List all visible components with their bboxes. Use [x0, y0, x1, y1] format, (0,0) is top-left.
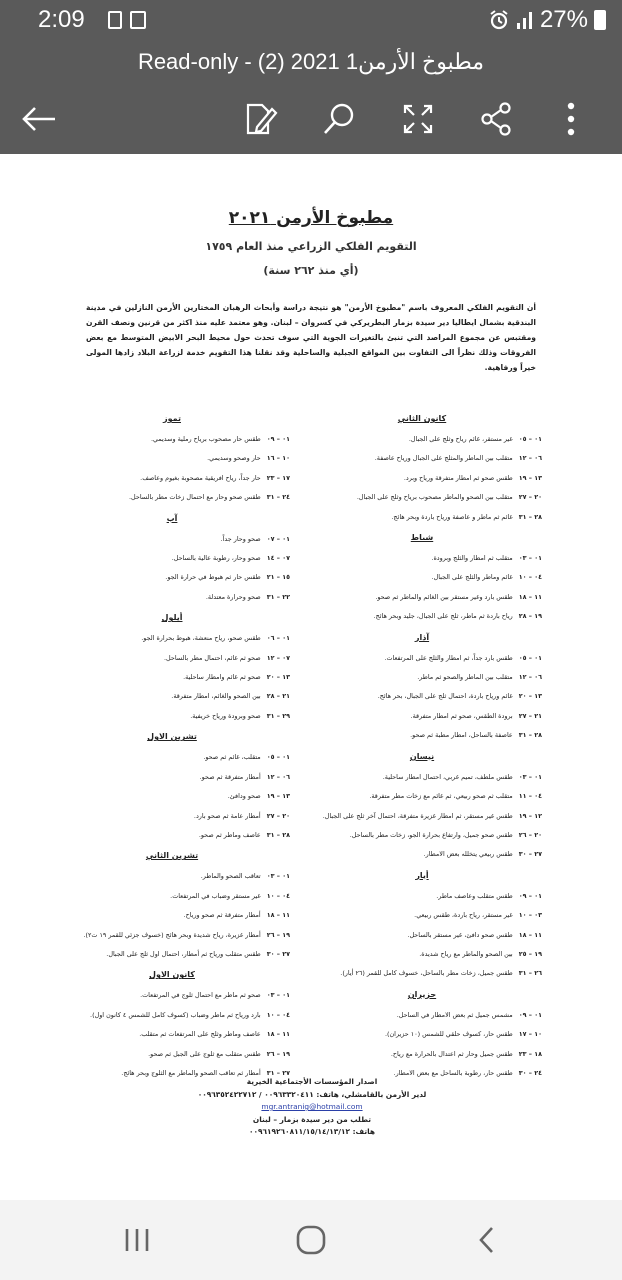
forecast-text: متقلب، غائم ثم صحو. [203, 753, 261, 762]
forecast-row [54, 945, 290, 964]
battery-icon [594, 10, 606, 30]
date-range: ١٩ – ٢٦ [266, 930, 290, 939]
doc-footer [162, 1076, 462, 1139]
footer-line: تطلب من دير سيدة بزمار – لبنان [252, 1114, 372, 1124]
date-range: ٢٠ – ٢٦ [518, 830, 542, 839]
date-range: ١٧ – ٢٣ [266, 473, 290, 482]
forecast-row [54, 1045, 290, 1064]
forecast-text: مشمس جميل ثم بعض الامطار في الساحل. [396, 1010, 513, 1019]
forecast-text: طقس صحو ثم امطار متفرقة ورياح وبرد. [403, 473, 513, 482]
forecast-text: طقس متقلب مع ثلوج على الجبل ثم صحو. [148, 1049, 261, 1058]
back-arrow-icon[interactable] [16, 96, 62, 142]
forecast-row [54, 926, 290, 945]
doc-intro: أن التقويم الفلكي المعروف باسم "مطبوخ الأرمن" هو نتيجة دراسة وأبحاث الرهبان المختارين الأرمن النازلين في مدينة البندقية بشمال ايطاليا دير سيدة بزمار البطريركي في كسروان – لبنان. وهو معتمد عليه منذ اكثر من قرنين ونصف القرن ومقتبس عن مجموع المراصد التي تنبئ بالتغيرات الجوية التي سوف تحدث حول محيط البحر الابيض المتوسط مع بعض الفروقات وذلك نظراً الى التفاوت بين المواقع الجبلية والساحلية وقد نقلنا هذا التقويم خدمة لزراعة البلاد زادها المولى خيراً ورفاهية. [86, 303, 536, 372]
forecast-text: متقلب بين الماطر والصحو ثم ماطر. [417, 673, 513, 682]
toolbar [0, 82, 622, 154]
navigation-bar [0, 1200, 622, 1280]
forecast-text: صحو ثم ماطر مع احتمال ثلوج في المرتفعات. [140, 991, 261, 1000]
date-range: ٢٤ – ٣٠ [518, 1068, 542, 1077]
forecast-row [54, 707, 290, 726]
date-range: ١٩ – ٢٥ [518, 949, 542, 958]
date-range: ٢١ – ٢٧ [518, 711, 542, 720]
date-range: ٠١ – ٠٥ [518, 435, 542, 443]
forecast-text: طقس صحو دافئ، غير مستقر بالساحل. [407, 930, 513, 939]
date-range: ٠١ – ٠٧ [266, 534, 290, 543]
date-range: ٠١ – ٠٩ [266, 435, 290, 443]
forecast-row [54, 768, 290, 787]
forecast-text: أمطار غزيرة، رياح شديدة وبحر هائج (خسوف جزئي للقمر ١٩ ت٢). [83, 930, 261, 939]
forecast-row [302, 707, 542, 726]
forecast-row [54, 449, 290, 468]
status-time: 2:09 [38, 6, 85, 33]
forecast-text: عاصف وماطر وثلج على المرتفعات ثم متقلب. [139, 1030, 261, 1039]
date-range: ٢١ – ٢٨ [266, 692, 290, 701]
date-range: ١٣ – ١٩ [266, 792, 290, 801]
forecast-row [54, 748, 290, 767]
forecast-row [54, 530, 290, 549]
date-range: ٠١ – ٠٩ [518, 1010, 542, 1019]
date-range: ٢٨ – ٣١ [518, 731, 542, 740]
date-range: ١٥ – ٢١ [266, 573, 290, 582]
status-bar [0, 0, 622, 42]
signal-icon [516, 10, 534, 30]
date-range: ٠١ – ٠٣ [266, 991, 290, 1000]
forecast-text: غير مستقر، غائم رياح وثلج على الجبال. [408, 435, 513, 443]
date-range: ٠١ – ٠٩ [518, 891, 542, 900]
forecast-text: عاصفة بالساحل، امطار مطبة ثم صحو. [410, 731, 513, 740]
date-range: ١١ – ١٨ [266, 1030, 290, 1039]
forecast-row [302, 768, 542, 787]
forecast-text: صحو وحرارة معتدلة. [205, 592, 261, 601]
forecast-row [54, 787, 290, 806]
date-range: ٢٨ – ٣١ [266, 830, 290, 839]
forecast-row [302, 649, 542, 668]
forecast-text: عاصف وماطر ثم صحو. [198, 830, 261, 839]
date-range: ٢٧ – ٣١ [266, 1068, 290, 1077]
month-heading: آذار [414, 632, 430, 642]
forecast-text: غير مستقر وضباب في المرتفعات. [170, 891, 261, 900]
doc-subtitle: التقويم الفلكي الزراعي منذ العام ١٧٥٩ [205, 240, 417, 253]
fullscreen-icon[interactable] [395, 96, 441, 142]
forecast-text: غائم ورياح باردة، احتمال ثلج على الجبال، بحر هائج. [377, 692, 513, 701]
forecast-row [302, 1006, 542, 1025]
forecast-row [302, 787, 542, 806]
forecast-text: أمطار ثم تعاقب الصحو والماطر مع الثلوج وبحر هائج. [121, 1068, 261, 1077]
forecast-text: بين الصحو والماطر مع رياح شديدة. [419, 949, 513, 958]
edit-icon[interactable] [238, 96, 284, 142]
forecast-row [302, 588, 542, 607]
forecast-text: غير مستقر، رياح باردة، طقس ربيعي. [414, 911, 513, 920]
footer-line: اصدار المؤسسات الأجتماعية الخيرية [246, 1077, 378, 1086]
date-range: ٠٤ – ١١ [518, 792, 542, 801]
forecast-row [302, 687, 542, 706]
forecast-text: طقس حار ثم هبوط في حرارة الجو. [165, 573, 261, 582]
forecast-row [302, 508, 542, 527]
document-page[interactable] [0, 154, 622, 1200]
forecast-text: متقلب بين الماطر والمثلج على الجبال ورياح عاصفة. [374, 454, 513, 463]
forecast-row [54, 469, 290, 488]
forecast-row [302, 726, 542, 745]
forecast-row [302, 568, 542, 587]
forecast-row [302, 926, 542, 945]
date-range: ٠١ – ٠٥ [266, 753, 290, 762]
date-range: ٠٤ – ١٠ [266, 1010, 290, 1019]
date-range: ٢٧ – ٣٠ [266, 949, 290, 958]
date-range: ٠٤ – ١٠ [518, 573, 542, 582]
forecast-text: أمطار متفرقة ثم صحو. [199, 772, 261, 781]
forecast-row [54, 867, 290, 886]
forecast-row [302, 488, 542, 507]
date-range: ٢٠ – ٢٧ [518, 493, 542, 502]
forecast-row [302, 964, 542, 983]
date-range: ١٩ – ٢٨ [518, 612, 542, 621]
forecast-row [302, 1045, 542, 1064]
forecast-text: حار جداً، رياح افريقية مصحوبة بغيوم وعاصف. [140, 473, 261, 482]
month-heading: تشرين الثاني [145, 851, 199, 861]
month-heading: آب [166, 513, 178, 523]
forecast-text: أمطار متفرقة ثم صحو ورياح. [183, 911, 261, 920]
month-heading: تموز [163, 414, 181, 423]
date-range: ١٨ – ٢٣ [518, 1049, 542, 1058]
forecast-row [54, 668, 290, 687]
notification-icon [130, 11, 146, 29]
date-range: ٢٠ – ٢٧ [266, 811, 290, 820]
forecast-row [302, 469, 542, 488]
forecast-text: طقس صحو، رياح منعشة، هبوط بحرارة الجو. [141, 634, 261, 643]
notification-icon [108, 11, 122, 29]
forecast-text: طقس جميل، زخات مطر بالساحل، خسوف كامل للقمر (٢٦ أيار). [340, 969, 513, 978]
forecast-text: صحو وحار جداً. [220, 534, 261, 543]
back-nav-icon[interactable] [462, 1218, 512, 1262]
status-right [488, 6, 606, 34]
date-range: ١٣ – ١٩ [518, 473, 542, 482]
forecast-row [302, 826, 542, 845]
month-heading: نيسان [409, 751, 435, 761]
forecast-row [54, 549, 290, 568]
recent-apps-icon[interactable] [112, 1218, 162, 1262]
forecast-row [54, 887, 290, 906]
forecast-text: غائم وماطر والثلج على الجبال. [431, 573, 513, 582]
forecast-text: طقس متقلب وعاصف ماطر. [436, 891, 513, 900]
forecast-text: طقس متقلب ورياح ثم أمطار، احتمال اول ثلج على الجبال. [106, 949, 261, 958]
forecast-row [54, 826, 290, 845]
date-range: ١١ – ١٨ [266, 911, 290, 920]
forecast-row [302, 430, 542, 449]
document-content [0, 154, 622, 1200]
doc-subtitle-years: (أي منذ ٢٦٢ سنة) [263, 264, 359, 277]
date-range: ٠٣ – ١٠ [518, 911, 542, 920]
forecast-text: طقس غير مستقر، ثم امطار غزيرة متفرقة، احتمال آخر ثلج على الجبال. [322, 811, 513, 820]
forecast-text: متقلب ثم امطار والثلج وبرودة. [431, 554, 513, 563]
forecast-text: طقس حار، كسوف حلقي للشمس (١٠ حزيران). [384, 1030, 513, 1039]
forecast-text: طقس صحو جميل، وارتفاع بحرارة الجو، زخات مطر بالساحل. [349, 830, 513, 839]
forecast-row [302, 607, 542, 626]
forecast-row [54, 629, 290, 648]
date-range: ١١ – ١٨ [518, 930, 542, 939]
date-range: ١١ – ١٨ [518, 592, 542, 601]
forecast-text: طقس حار مصحوب برياح رملية وسديمي. [150, 435, 261, 443]
forecast-row [302, 449, 542, 468]
date-range: ٠٦ – ١٢ [518, 673, 542, 682]
forecast-text: طقس صحو وحار مع احتمال زخات مطر بالساحل. [129, 493, 261, 502]
forecast-row [54, 687, 290, 706]
month-heading: كانون الثاني [397, 414, 447, 423]
month-heading: كانون الاول [149, 970, 195, 980]
forecast-text: تعاقب الصحو والماطر. [200, 872, 261, 881]
forecast-row [54, 588, 290, 607]
date-range: ١٩ – ٢٦ [266, 1049, 290, 1058]
forecast-row [302, 945, 542, 964]
date-range: ٢٤ – ٣١ [266, 493, 290, 502]
forecast-row [54, 1025, 290, 1044]
date-range: ١٠ – ١٦ [266, 454, 290, 463]
month-heading: شباط [410, 533, 434, 543]
battery-percent: 27% [539, 6, 588, 33]
month-heading: أيار [415, 870, 429, 880]
more-icon[interactable] [556, 96, 586, 142]
forecast-text: رياح باردة ثم ماطر، ثلج على الجبال، جليد وبحر هائج. [373, 612, 513, 621]
date-range: ٢٩ – ٣١ [266, 711, 290, 720]
date-range: ٠٦ – ١٢ [266, 772, 290, 781]
months-column-left [54, 408, 290, 1083]
date-range: ١٠ – ١٧ [518, 1030, 542, 1039]
date-range: ٠١ – ٠٥ [518, 653, 542, 662]
date-range: ٠١ – ٠٣ [518, 554, 542, 563]
date-range: ٠١ – ٠٦ [266, 634, 290, 643]
forecast-row [54, 568, 290, 587]
forecast-row [54, 986, 290, 1005]
alarm-icon [488, 9, 510, 31]
date-range: ١٢ – ١٩ [518, 811, 542, 820]
date-range: ٢٦ – ٣١ [518, 969, 542, 978]
search-icon[interactable] [316, 96, 362, 142]
forecast-row [302, 668, 542, 687]
forecast-row [54, 807, 290, 826]
date-range: ٠١ – ٠٣ [266, 872, 290, 881]
forecast-text: صحو وحار، رطوبة عالية بالساحل. [171, 554, 261, 563]
months-column-right [302, 408, 542, 1083]
date-range: ٢٨ – ٣١ [518, 512, 542, 521]
forecast-text: طقس حار، رطوبة بالساحل مع بعض الامطار. [393, 1068, 513, 1077]
forecast-row [302, 549, 542, 568]
forecast-text: بين الصحو والغائم، امطار متفرقة. [171, 692, 261, 701]
date-range: ٠٤ – ١٠ [266, 891, 290, 900]
forecast-text: صحو ثم غائم، احتمال مطر بالساحل. [164, 653, 261, 662]
forecast-text: طقس جميل وحار ثم اعتدال بالحرارة مع رياح. [390, 1049, 513, 1058]
forecast-text: صحو وبرودة ورياح خريفية. [190, 711, 261, 720]
forecast-text: صحو ثم غائم وامطار ساحلية. [183, 673, 261, 682]
share-icon[interactable] [473, 96, 519, 142]
forecast-row [54, 649, 290, 668]
date-range: ٠٧ – ١٤ [266, 554, 290, 563]
date-range: ٠٧ – ١٢ [266, 653, 290, 662]
month-heading: أيلول [161, 613, 183, 623]
date-range: ٠١ – ٠٣ [518, 772, 542, 781]
forecast-row [302, 1025, 542, 1044]
forecast-text: أمطار عامة ثم صحو بارد. [193, 811, 261, 820]
month-heading: تشرين الاول [147, 732, 197, 742]
date-range: ١٣ – ٢٠ [518, 692, 542, 701]
forecast-row [302, 845, 542, 864]
forecast-row [54, 430, 290, 449]
forecast-row [54, 906, 290, 925]
forecast-text: متقلب ثم صحو ربيعي، ثم غائم مع زخات مطر متفرقة. [369, 792, 513, 801]
footer-line: لدير الأرمن بالقامشلي، هاتف: ٠٠٩٦٣٣٢٠٤١١ / ٠٠٩٦٣٥٢٤٢٢٧١٢ [197, 1089, 427, 1099]
forecast-text: طقس بارد جداً، ثم امطار والثلج على المرتفعات. [384, 653, 513, 662]
footer-line: هاتف: ٠٠٩٦١٩٢٦٠٨١١/١٥/١٤/١٣/١٢ [248, 1127, 376, 1136]
forecast-row [302, 906, 542, 925]
forecast-text: برودة الطقس، صحو ثم امطار متفرقة. [410, 711, 513, 720]
forecast-row [54, 488, 290, 507]
forecast-row [302, 807, 542, 826]
forecast-text: طقس ملطف، تميم غربي، احتمال امطار ساحلية. [382, 772, 513, 781]
forecast-text: حار وصحو وسديمي. [207, 454, 261, 463]
document-title: Read-only - (2) 2021 مطبوخ الأرمن1 [137, 49, 485, 74]
doc-title: مطبوخ الأرمن ٢٠٢١ [228, 208, 394, 228]
date-range: ١٣ – ٢٠ [266, 673, 290, 682]
forecast-text: بارد ورياح ثم ماطر وضباب (كسوف كامل للشمس ٤ كانون اول). [90, 1010, 261, 1019]
date-range: ٠٦ – ١٢ [518, 454, 542, 463]
forecast-row [54, 1006, 290, 1025]
forecast-text: طقس ربيعي يتخلله بعض الامطار. [423, 850, 513, 859]
footer-email[interactable]: mgr.antranig@hotmail.com [261, 1102, 363, 1111]
forecast-text: صحو ودافئ. [227, 792, 261, 801]
forecast-text: غائم ثم ماطر و عاصفة ورياح باردة وبحر هائج. [391, 512, 513, 521]
forecast-text: متقلب بين الصحو والماطر مصحوب برياح وثلج على الجبال. [356, 493, 513, 502]
month-heading: حزيران [407, 989, 437, 999]
home-icon[interactable] [286, 1218, 336, 1262]
date-range: ٢٢ – ٣١ [266, 592, 290, 601]
forecast-text: طقس بارد وغير مستقر بين الغائم والماطر ثم صحو. [375, 592, 513, 601]
date-range: ٢٧ – ٣٠ [518, 850, 542, 859]
forecast-row [302, 887, 542, 906]
